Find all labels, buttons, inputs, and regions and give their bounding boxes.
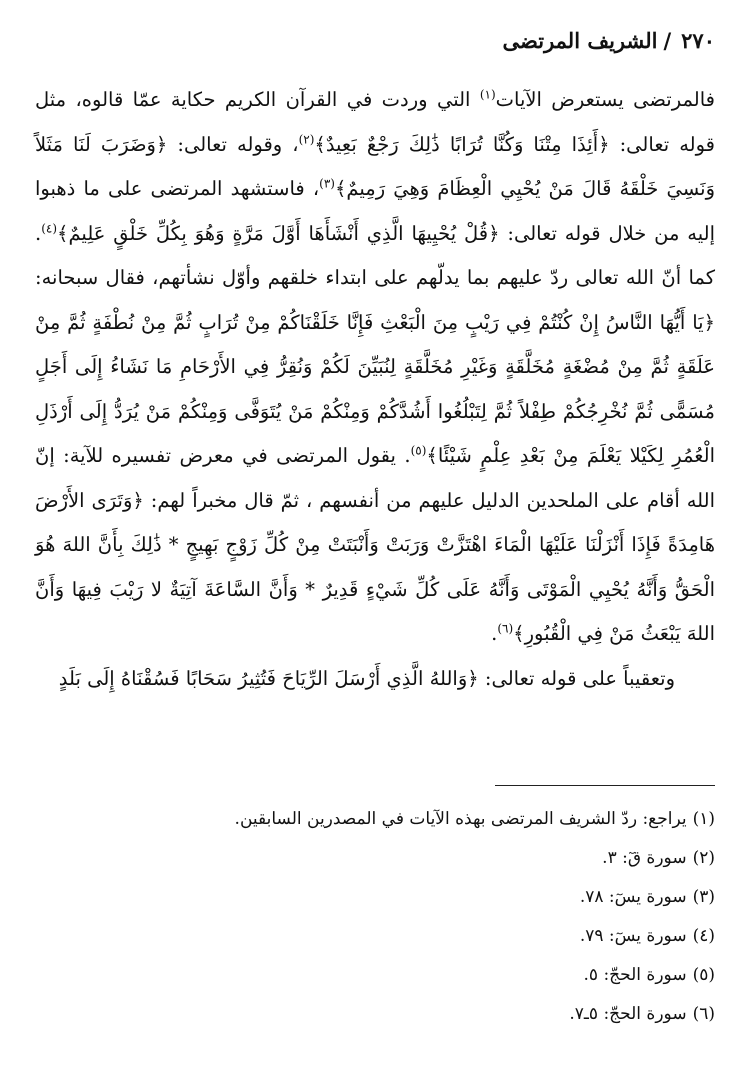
footnote-ref: (٢): [298, 132, 315, 146]
body-text-run: ، وقوله تعالى:: [167, 132, 299, 156]
footnote: [35, 995, 715, 1034]
footnote-number: (١): [692, 809, 715, 829]
footnote-number: (٤): [692, 926, 715, 946]
footnote: [35, 800, 715, 839]
quran-verse: ﴿وَاللهُ الَّذِي أَرْسَلَ الرِّيَاحَ فَتُثِيرُ سَحَابًا فَسُقْنَاهُ إِلَى بَلَدٍ: [58, 666, 479, 690]
footnote-text: سورة الحجّ: ٥ـ٧.: [569, 1004, 687, 1024]
quran-verse: ﴿وَضَرَبَ لَنَا مَثَلاً وَنَسِيَ خَلْقَهُ قَالَ مَنْ يُحْيِي الْعِظَامَ وَهِيَ رَمِيمٌ﴾: [35, 132, 715, 200]
footnote-text: يراجع: ردّ الشريف المرتضى بهذه الآيات في المصدرين السابقين.: [234, 809, 687, 829]
paragraph: [35, 78, 715, 657]
footnote-ref: (٦): [497, 621, 514, 636]
body-text-run: . كما أنّ الله تعالى ردّ عليهم بما يدلّهم على ابتداء خلقهم وأوّل نشأتهم، فقال سبحانه:: [35, 221, 715, 289]
body-text-run: التي وردت في القرآن الكريم حكاية عمّا قالوه، مثل قوله تعالى:: [35, 88, 715, 156]
footnote-ref: (٥): [410, 443, 427, 458]
quran-verse: ﴿أَئِذَا مِتْنَا وَكُنَّا تُرَابًا ذَٰلِكَ رَجْعٌ بَعِيدٌ﴾: [314, 132, 610, 156]
footnote-text: سورة يسٓ: ٧٨.: [579, 887, 687, 907]
footnote-divider: [495, 785, 715, 786]
running-header: [503, 28, 715, 53]
paragraph: [35, 657, 715, 702]
footnote-ref: (٤): [41, 221, 58, 235]
body-text-run: وتعقيباً على قوله تعالى:: [478, 666, 675, 690]
footnote-text: سورة الحجّ: ٥.: [583, 965, 687, 985]
footnote-ref: (٣): [319, 176, 335, 191]
footnote-number: (٦): [692, 1004, 715, 1024]
body-text-run: .: [491, 622, 498, 645]
footnote-text: سورة يسٓ: ٧٩.: [579, 926, 687, 946]
header-title: الشريف المرتضى: [502, 28, 658, 53]
body-text: [35, 78, 715, 701]
footnote-text: سورة قٓ: ٣.: [602, 848, 687, 868]
footnotes: [35, 800, 715, 1034]
footnote-number: (٢): [692, 848, 715, 868]
header-separator: /: [663, 28, 672, 53]
body-text-run: . يقول المرتضى في معرض تفسيره للآية: إنّ الله أقام على الملحدين الدليل عليهم من أنفسهم ، ثمّ قال مخبراً لهم:: [35, 444, 715, 512]
body-text-run: فالمرتضى يستعرض الآيات: [495, 88, 715, 111]
page-number: ٢٧٠: [681, 28, 715, 53]
footnote-number: (٣): [692, 887, 715, 907]
footnote-ref: (١): [479, 87, 496, 102]
footnote-number: (٥): [692, 965, 715, 985]
footnote: [35, 917, 715, 956]
quran-verse: ﴿قُلْ يُحْيِيهَا الَّذِي أَنْشَأَهَا أَوَّلَ مَرَّةٍ وَهُوَ بِكُلِّ خَلْقٍ عَلِيمٌ﴾: [57, 221, 500, 245]
footnote: [35, 956, 715, 995]
quran-verse: ﴿يَا أَيُّهَا النَّاسُ إِنْ كُنْتُمْ فِي رَيْبٍ مِنَ الْبَعْثِ فَإِنَّا خَلَقْنَاكُمْ مِنْ تُرَابٍ ثُمَّ مِنْ نُطْفَةٍ ثُمَّ مِنْ عَلَقَةٍ ثُمَّ مِنْ مُضْغَةٍ مُخَلَّقَةٍ وَغَيْرِ مُخَلَّقَةٍ لِنُبَيِّنَ لَكُمْ وَنُقِرُّ فِي الأَرْحَامِ مَا نَشَاءُ إِلَى أَجَلٍ مُسَمًّى ثُمَّ نُخْرِجُكُمْ طِفْلاً ثُمَّ لِتَبْلُغُوا أَشُدَّكُمْ وَمِنْكُمْ مَنْ يُتَوَفَّى وَمِنْكُمْ مَنْ يُرَدُّ إِلَى أَرْذَلِ الْعُمُرِ لِكَيْلا يَعْلَمَ مِنْ بَعْدِ عِلْمٍ شَيْئًا﴾: [35, 310, 715, 467]
footnote: [35, 878, 715, 917]
body-text-run: ، فاستشهد المرتضى على ما ذهبوا إليه من خلال قوله تعالى:: [35, 177, 716, 245]
quran-verse: ﴿وَتَرَى الأَرْضَ هَامِدَةً فَإِذَا أَنْزَلْنَا عَلَيْهَا الْمَاءَ اهْتَزَّتْ وَرَبَتْ وَأَنْبَتَتْ مِنْ كُلِّ زَوْجٍ بَهِيجٍ * ذَٰلِكَ بِأَنَّ اللهَ هُوَ الْحَقُّ وَأَنَّهُ يُحْيِي الْمَوْتَى وَأَنَّهُ عَلَى كُلِّ شَيْءٍ قَدِيرٌ * وَأَنَّ السَّاعَةَ آتِيَةٌ لا رَيْبَ فِيهَا وَأَنَّ اللهَ يَبْعَثُ مَنْ فِي الْقُبُورِ﴾: [35, 488, 715, 645]
footnote: [35, 839, 715, 878]
